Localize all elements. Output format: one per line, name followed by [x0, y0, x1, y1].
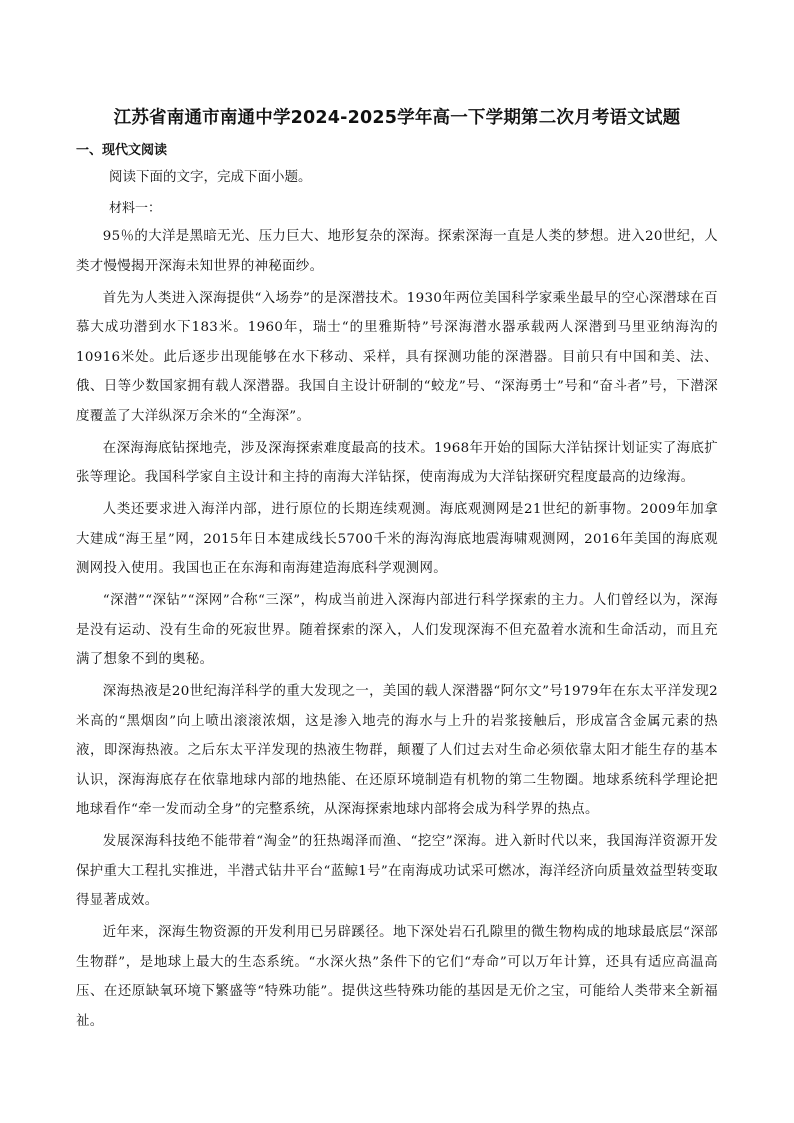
material-label: 材料一： [109, 201, 162, 216]
section-heading: 一、现代文阅读 [76, 143, 168, 158]
paragraph-2: 首先为人类进入深海提供“入场券”的是深潜技术。1930年两位美国科学家乘坐最早的空心深潜球在百慕大成功潜到水下183米。1960年，瑞士“的里雅斯特”号深海潜水器承载两人深潜到马里亚纳海沟的10916米处。此后逐步出现能够在水下移动、采样，具有探测功能的深潜器。目前只有中国和美、法、俄、日等少数国家拥有载人深潜器。我国自主设计研制的“蛟龙”号、“深海勇士”号和“奋斗者”号，下潜深度覆盖了大洋纵深万余米的“全海深”。 [76, 290, 718, 424]
paragraph-5: “深潜”“深钻”“深网”合称“三深”，构成当前进入深海内部进行科学探索的主力。人们曾经以为，深海是没有运动、没有生命的死寂世界。随着探索的深入，人们发现深海不但充盈着水流和生命活动，而且充满了想象不到的奥秘。 [76, 593, 718, 667]
paragraph-3: 在深海海底钻探地壳，涉及深海探索难度最高的技术。1968年开始的国际大洋钻探计划证实了海底扩张等理论。我国科学家自主设计和主持的南海大洋钻探，使南海成为大洋钻探研究程度最高的边缘海。 [76, 440, 718, 485]
paragraph-7: 发展深海科技绝不能带着“淘金”的狂热竭泽而渔、“挖空”深海。进入新时代以来，我国海洋资源开发保护重大工程扎实推进，半潜式钻井平台“蓝鲸1号”在南海成功试采可燃冰，海洋经济向质量效益型转变取得显著成效。 [76, 834, 718, 908]
reading-instruction: 阅读下面的文字，完成下面小题。 [109, 169, 312, 185]
paragraph-6: 深海热液是20世纪海洋科学的重大发现之一，美国的载人深潜器“阿尔文”号1979年在东太平洋发现2米高的“黑烟囱”向上喷出滚滚浓烟，这是渗入地壳的海水与上升的岩浆接触后，形成富含金属元素的热液，即深海热液。之后东太平洋发现的热液生物群，颠覆了人们过去对生命必须依靠太阳才能生存的基本认识，深海海底存在依靠地球内部的地热能、在还原环境制造有机物的第二生物圈。地球系统科学理论把地球看作“牵一发而动全身”的完整系统，从深海探索地球内部将会成为科学界的热点。 [76, 684, 718, 817]
paragraph-8: 近年来，深海生物资源的开发利用已另辟蹊径。地下深处岩石孔隙里的微生物构成的地球最底层“深部生物群”，是地球上最大的生态系统。“水深火热”条件下的它们“寿命”可以万年计算，还具有适应高温高压、在还原缺氧环境下繁盛等“特殊功能”。提供这些特殊功能的基因是无价之宝，可能给人类带来全新福祉。 [76, 925, 718, 1029]
passage-body [76, 222, 718, 1036]
document-title: 江苏省南通市南通中学2024-2025学年高一下学期第二次月考语文试题 [113, 108, 681, 128]
paragraph-4: 人类还要求进入海洋内部，进行原位的长期连续观测。海底观测网是21世纪的新事物。2009年加拿大建成“海王星”网，2015年日本建成线长5700千米的海沟海底地震海啸观测网，2016年美国的海底观测网投入使用。我国也正在东海和南海建造海底科学观测网。 [76, 502, 718, 576]
paragraph-1: 95％的大洋是黑暗无光、压力巨大、地形复杂的深海。探索深海一直是人类的梦想。进入20世纪，人类才慢慢揭开深海未知世界的神秘面纱。 [76, 229, 718, 274]
